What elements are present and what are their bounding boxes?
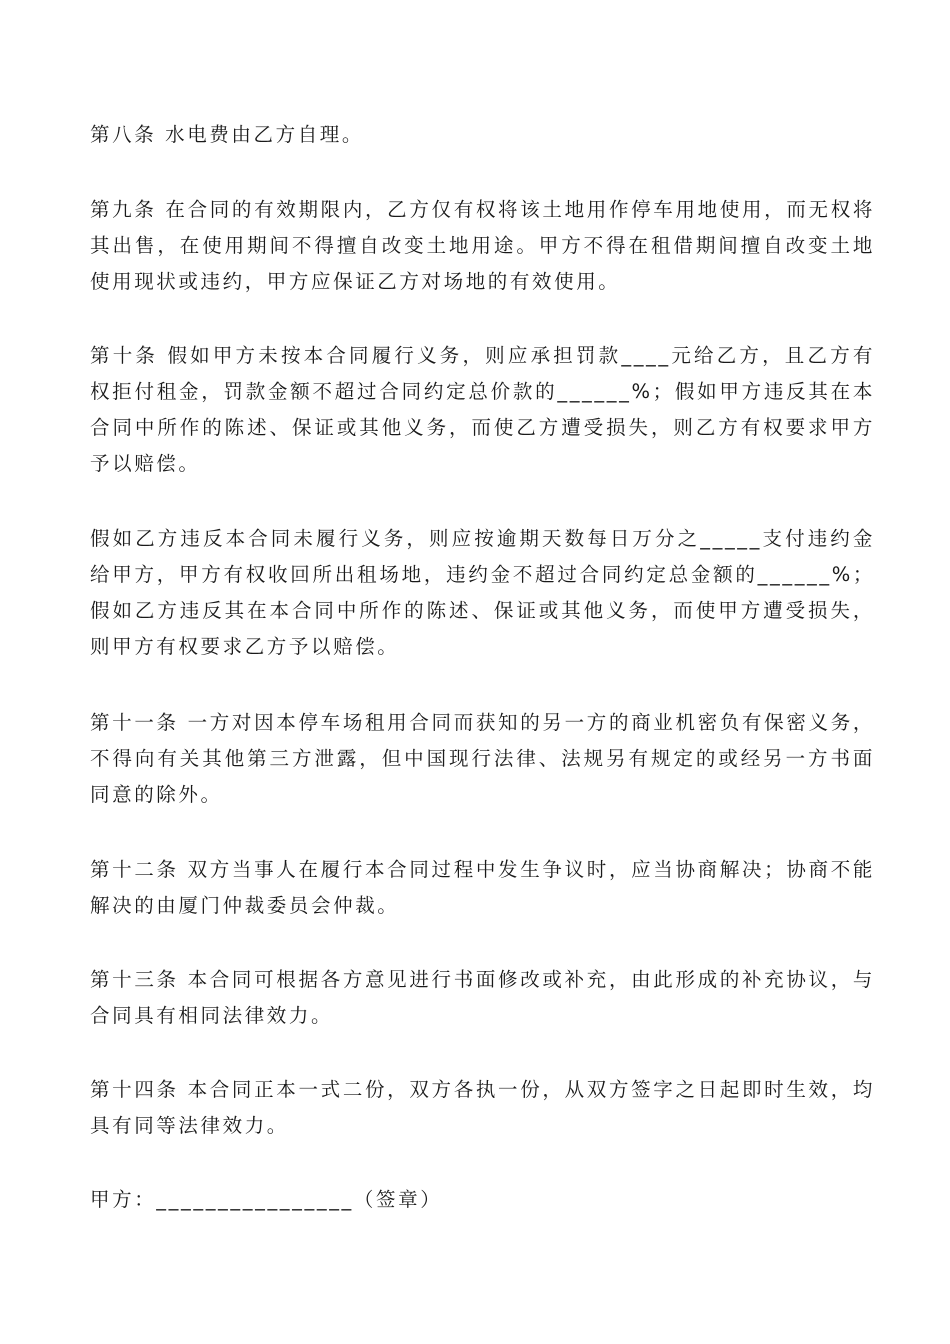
- clause-10: 第十条 假如甲方未按本合同履行义务，则应承担罚款____元给乙方，且乙方有权拒付租金，罚款金额不超过合同约定总价款的______%；假如甲方违反其在本合同中所作的陈述、保证或其他义务，而使乙方遭受损失，则乙方有权要求甲方予以赔偿。: [90, 344, 875, 475]
- clause-9: 第九条 在合同的有效期限内，乙方仅有权将该土地用作停车用地使用，而无权将其出售，在使用期间不得擅自改变土地用途。甲方不得在租借期间擅自改变土地使用现状或违约，甲方应保证乙方对场地的有效使用。: [90, 198, 875, 293]
- clause-11: 第十一条 一方对因本停车场租用合同而获知的另一方的商业机密负有保密义务，不得向有关其他第三方泄露，但中国现行法律、法规另有规定的或经另一方书面同意的除外。: [90, 711, 875, 806]
- clause-14: 第十四条 本合同正本一式二份，双方各执一份，从双方签字之日起即时生效，均具有同等法律效力。: [90, 1078, 875, 1137]
- clause-10-party-b: 假如乙方违反本合同未履行义务，则应按逾期天数每日万分之_____支付违约金给甲方，甲方有权收回所出租场地，违约金不超过合同约定总金额的______%；假如乙方违反其在本合同中所作的陈述、保证或其他义务，而使甲方遭受损失，则甲方有权要求乙方予以赔偿。: [90, 527, 875, 658]
- clause-8: 第八条 水电费由乙方自理。: [90, 123, 364, 146]
- party-a-signature-line: 甲方：________________（签章）: [90, 1188, 443, 1211]
- clause-13: 第十三条 本合同可根据各方意见进行书面修改或补充，由此形成的补充协议，与合同具有相同法律效力。: [90, 968, 875, 1027]
- clause-12: 第十二条 双方当事人在履行本合同过程中发生争议时，应当协商解决；协商不能解决的由厦门仲裁委员会仲裁。: [90, 858, 875, 917]
